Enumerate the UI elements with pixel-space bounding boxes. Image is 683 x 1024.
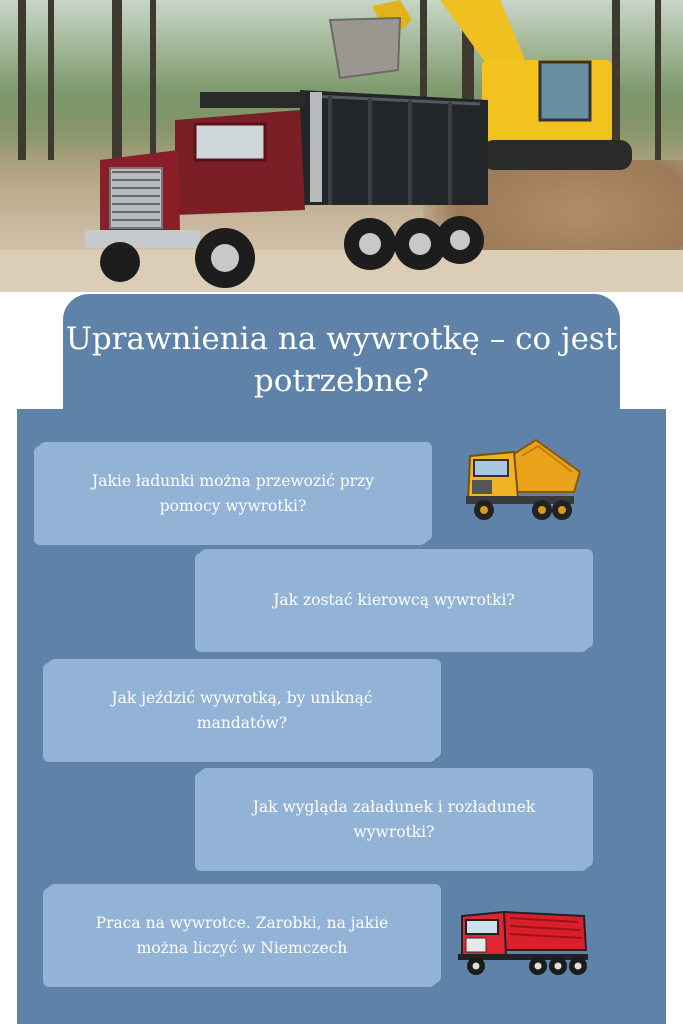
page-title: Uprawnienia na wywrotkę – co jest potrzebne? [65,321,618,399]
topic-card-label: Praca na wywrotce. Zarobki, na jakie można liczyć w Niemczech [95,913,389,957]
topic-card-label: Jak wygląda załadunek i rozładunek wywrotki? [252,797,536,841]
yellow-dump-truck-icon [464,436,582,524]
topic-card-label: Jak zostać kierowcą wywrotki? [273,591,515,609]
topic-card-label: Jak jeździć wywrotką, by uniknąć mandatów? [111,688,373,732]
hero-photo [0,0,683,292]
dump-truck [85,90,488,288]
truck-excavator-illustration [0,0,683,292]
topic-card-label: Jakie ładunki można przewozić przy pomocy wywrotki? [92,471,374,515]
topic-card[interactable] [199,549,589,652]
topic-card[interactable] [47,884,437,987]
topic-card[interactable] [199,768,589,871]
red-dump-truck-icon [458,900,590,976]
topic-card[interactable] [38,442,428,545]
topic-card[interactable] [47,659,437,762]
